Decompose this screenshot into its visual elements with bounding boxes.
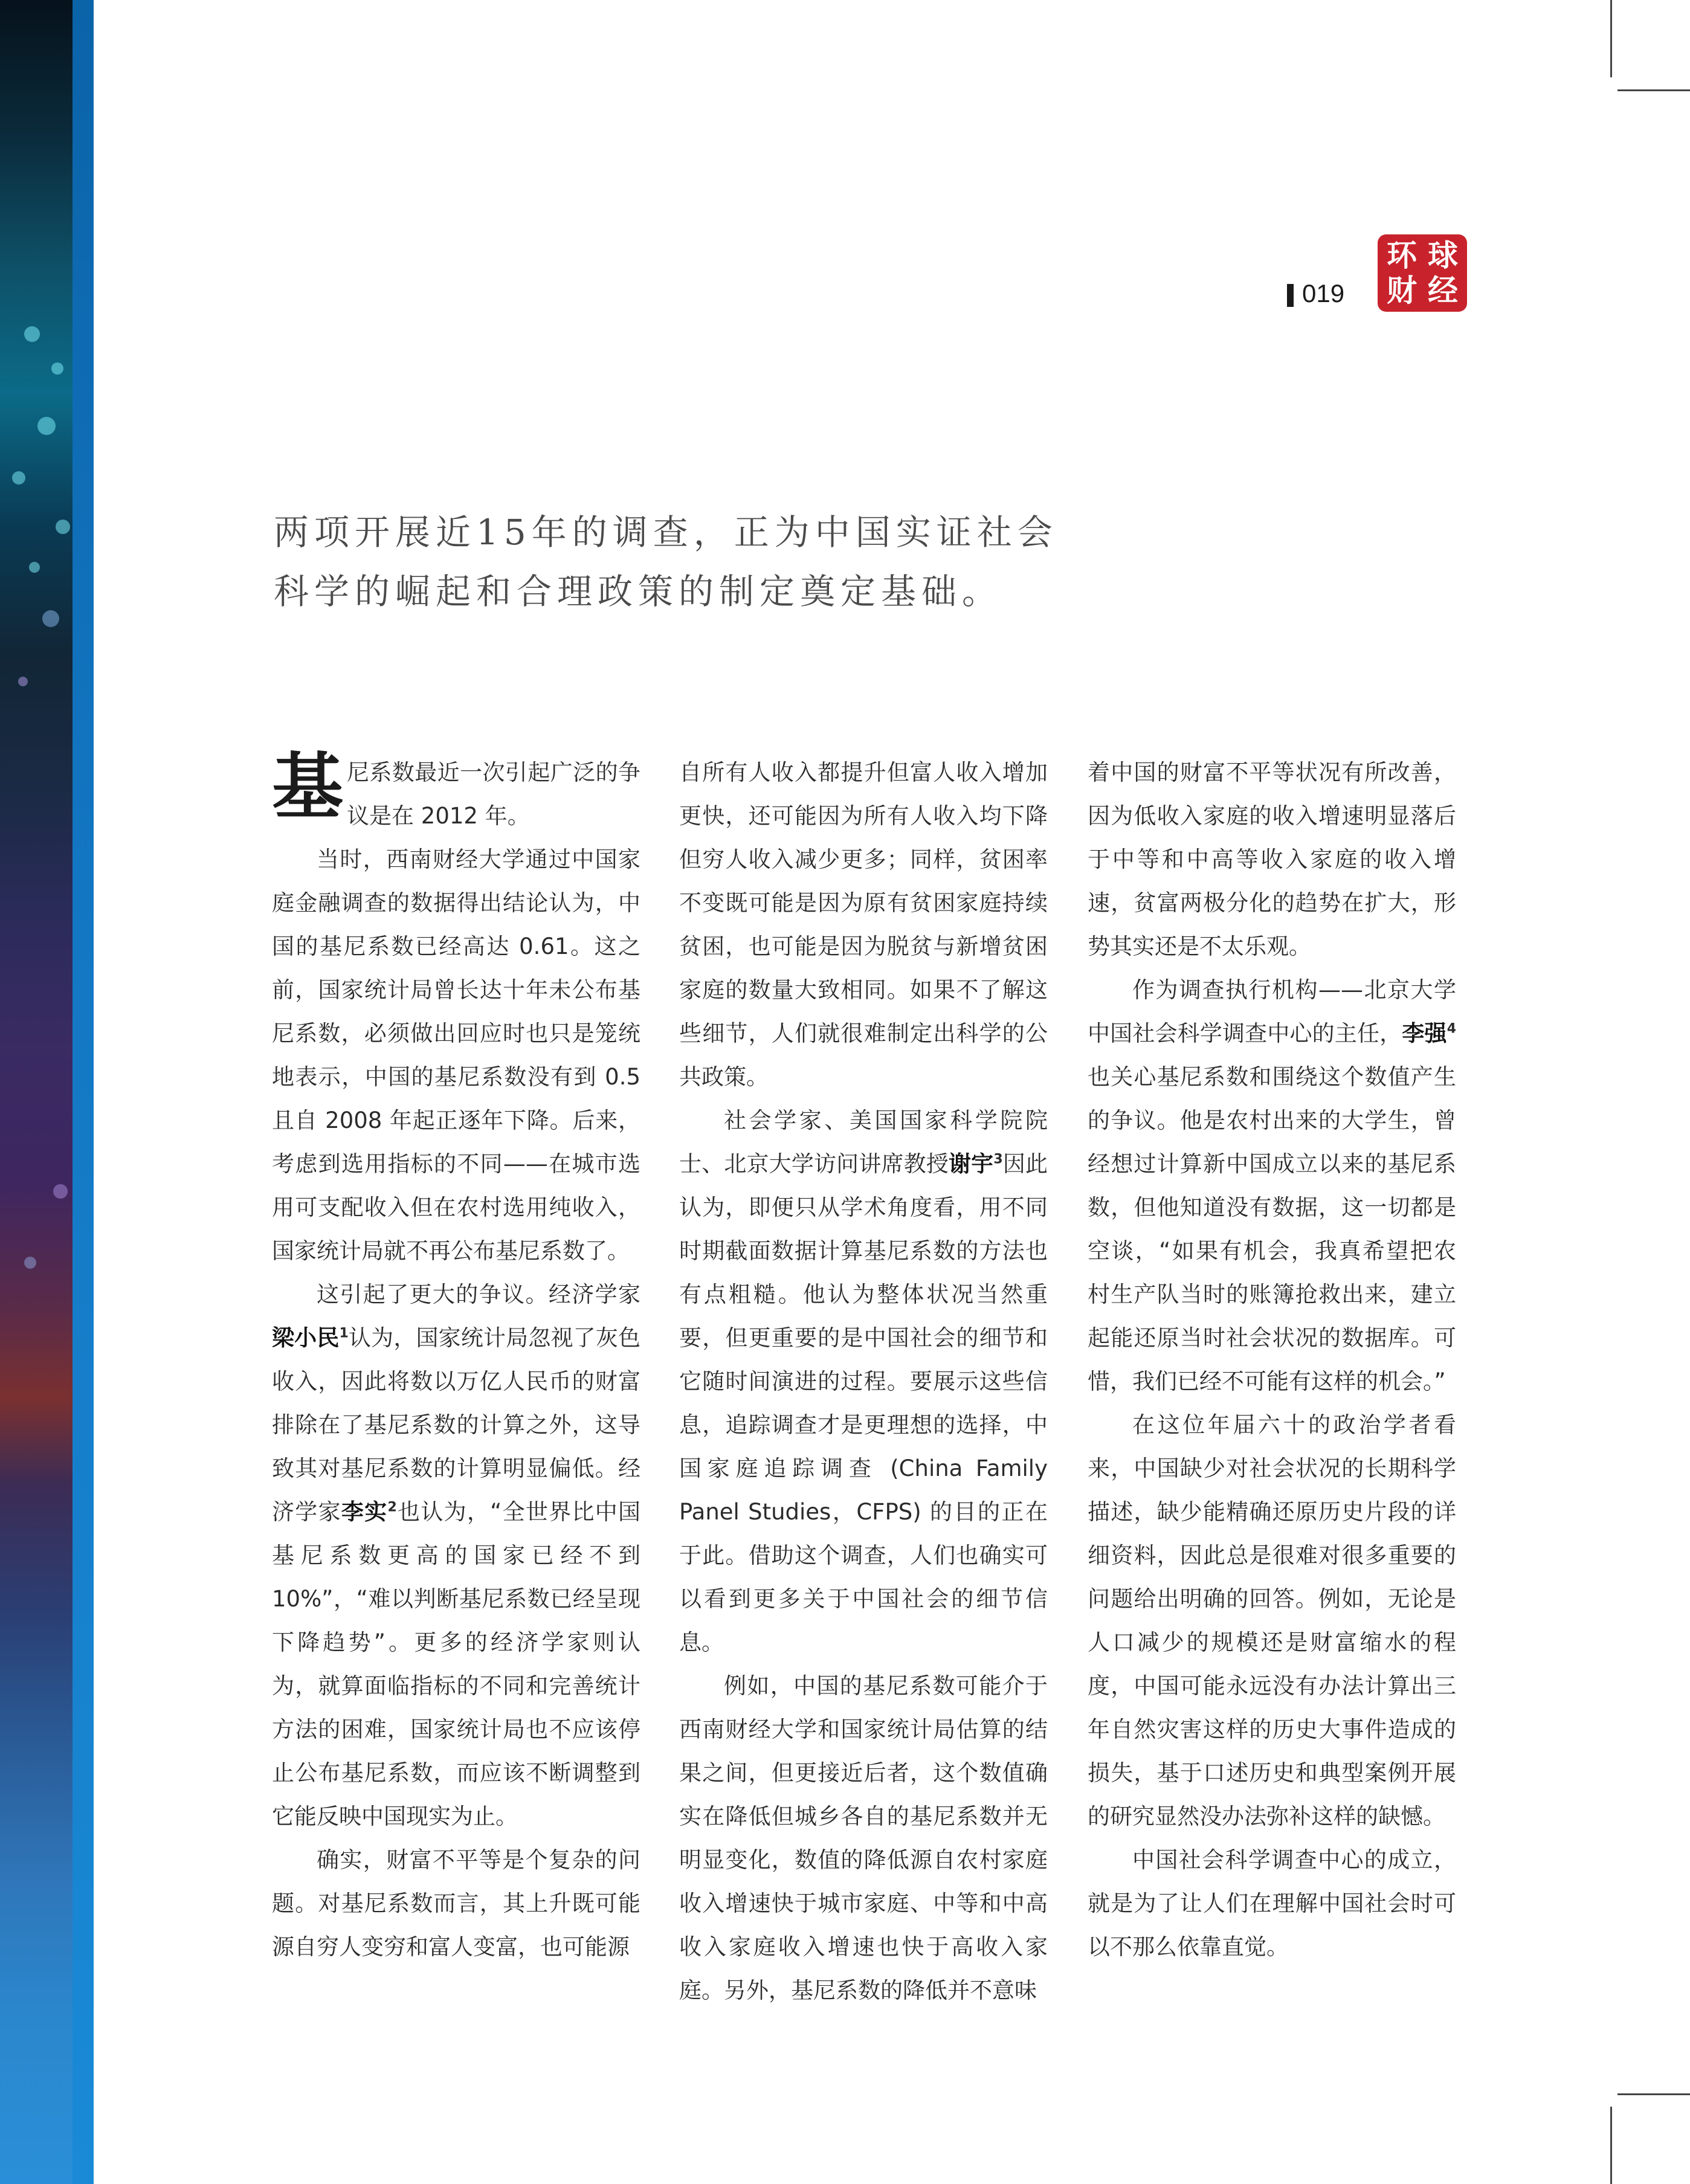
crop-mark	[1610, 0, 1612, 77]
person-name: 谢宇	[949, 1151, 994, 1177]
page-number-bar	[1287, 284, 1294, 307]
deck-line: 两项开展近15年的调查，正为中国实证社会	[274, 512, 1058, 553]
bokeh-dot	[24, 1257, 36, 1269]
bokeh-dot	[53, 1184, 68, 1199]
paragraph: 例如，中国的基尼系数可能介于西南财经大学和国家统计局估算的结果之间，但更接近后者，这个数值确实在降低但城乡各自的基尼系数并无明显变化，数值的降低源自农村家庭收入增速快于城市家庭、中等和中高收入家庭收入增速也快于高收入家庭。另外，基尼系数的降低并不意味	[679, 1673, 1048, 2003]
crop-mark	[1610, 2107, 1612, 2184]
paragraph: 基尼系数最近一次引起广泛的争议是在 2012 年。	[272, 745, 640, 829]
paragraph: 中国社会科学调查中心的成立，就是为了让人们在理解中国社会时可以不那么依靠直觉。	[1088, 1847, 1456, 1960]
bokeh-dot	[42, 610, 59, 627]
seal-char: 财	[1387, 273, 1417, 308]
footnote-ref: 3	[993, 1152, 1003, 1167]
drop-cap: 基	[272, 745, 344, 828]
article-column-2	[679, 751, 1048, 2012]
seal-char: 环	[1387, 238, 1417, 273]
paragraph: 这引起了更大的争议。经济学家梁小民$^1$认为，国家统计局忽视了灰色收入，因此将数以万亿人民币的财富排除在了基尼系数的计算之外，这导致其对基尼系数的计算明显偏低。经济学家李实$^2$也认为，“全世界比中国基尼系数更高的国家已经不到 10%”，“难以判断基尼系数已经呈现下降趋势”。更多的经济学家则认为，就算面临指标的不同和完善统计方法的困难，国家统计局也不应该停止公布基尼系数，而应该不断调整到它能反映中国现实为止。	[272, 1281, 641, 1829]
blue-edge-rule	[73, 0, 94, 2184]
crop-mark	[1617, 89, 1690, 91]
decorative-image-strip	[0, 0, 94, 2184]
person-name: 梁小民	[272, 1325, 340, 1351]
bokeh-dot	[37, 417, 56, 435]
person-name: 李强	[1402, 1020, 1447, 1046]
bokeh-dot	[12, 471, 25, 485]
paragraph: 自所有人收入都提升但富人收入增加更快，还可能因为所有人收入均下降但穷人收入减少更多；同样，贫困率不变既可能是因为原有贫困家庭持续贫困，也可能是因为脱贫与新增贫困家庭的数量大致相同。如果不了解这些细节，人们就很难制定出科学的公共政策。	[679, 759, 1048, 1090]
article-column-3	[1088, 751, 1456, 1969]
article-column-1	[272, 745, 641, 1969]
bokeh-dot	[56, 520, 70, 534]
paragraph: 作为调查执行机构——北京大学中国社会科学调查中心的主任，李强$^4$也关心基尼系数和围绕这个数值产生的争议。他是农村出来的大学生，曾经想过计算新中国成立以来的基尼系数，但他知道没有数据，这一切都是空谈，“如果有机会，我真希望把农村生产队当时的账簿抢救出来，建立起能还原当时社会状况的数据库。可惜，我们已经不可能有这样的机会。”	[1088, 977, 1457, 1394]
paragraph: 在这位年届六十的政治学者看来，中国缺少对社会状况的长期科学描述，缺少能精确还原历史片段的详细资料，因此总是很难对很多重要的问题给出明确的回答。例如，无论是人口减少的规模还是财富缩水的程度，中国可能永远没有办法计算出三年自然灾害这样的历史大事件造成的损失，基于口述历史和典型案例开展的研究显然没办法弥补这样的缺憾。	[1088, 1412, 1456, 1829]
paragraph: 社会学家、美国国家科学院院士、北京大学访问讲席教授谢宇$^3$因此认为，即便只从学术角度看，用不同时期截面数据计算基尼系数的方法也有点粗糙。他认为整体状况当然重要，但更重要的是中国社会的细节和它随时间演进的过程。要展示这些信息，追踪调查才是更理想的选择，中国家庭追踪调查 (China Family Panel Studies，CFPS) 的目的正在于此。借助这个调查，人们也确实可以看到更多关于中国社会的细节信息。	[679, 1107, 1048, 1655]
seal-char: 经	[1428, 273, 1458, 308]
paragraph: 当时，西南财经大学通过中国家庭金融调查的数据得出结论认为，中国的基尼系数已经高达 0.61。这之前，国家统计局曾长达十年未公布基尼系数，必须做出回应时也只是笼统地表示，中国的基尼系数没有到 0.5 且自 2008 年起正逐年下降。后来，考虑到选用指标的不同——在城市选用可支配收入但在农村选用纯收入，国家统计局就不再公布基尼系数了。	[272, 846, 640, 1264]
article-deck	[274, 503, 1077, 621]
paragraph: 着中国的财富不平等状况有所改善，因为低收入家庭的收入增速明显落后于中等和中高等收入家庭的收入增速，贫富两极分化的趋势在扩大，形势其实还是不太乐观。	[1088, 759, 1456, 959]
person-name: 李实	[341, 1499, 388, 1525]
bokeh-dot	[51, 362, 63, 375]
footnote-ref: 1	[339, 1326, 349, 1341]
footnote-ref: 2	[387, 1499, 397, 1515]
magazine-logo-seal	[1378, 234, 1467, 312]
page-number: 019	[1302, 279, 1345, 308]
crop-mark	[1617, 2093, 1690, 2095]
seal-char: 球	[1428, 238, 1458, 273]
footnote-ref: 4	[1446, 1021, 1457, 1037]
bokeh-dot	[24, 326, 40, 342]
deck-line: 科学的崛起和合理政策的制定奠定基础。	[274, 571, 1003, 612]
bokeh-dot	[29, 562, 40, 573]
paragraph: 确实，财富不平等是个复杂的问题。对基尼系数而言，其上升既可能源自穷人变穷和富人变富，也可能源	[272, 1847, 640, 1960]
bokeh-dot	[18, 677, 28, 686]
